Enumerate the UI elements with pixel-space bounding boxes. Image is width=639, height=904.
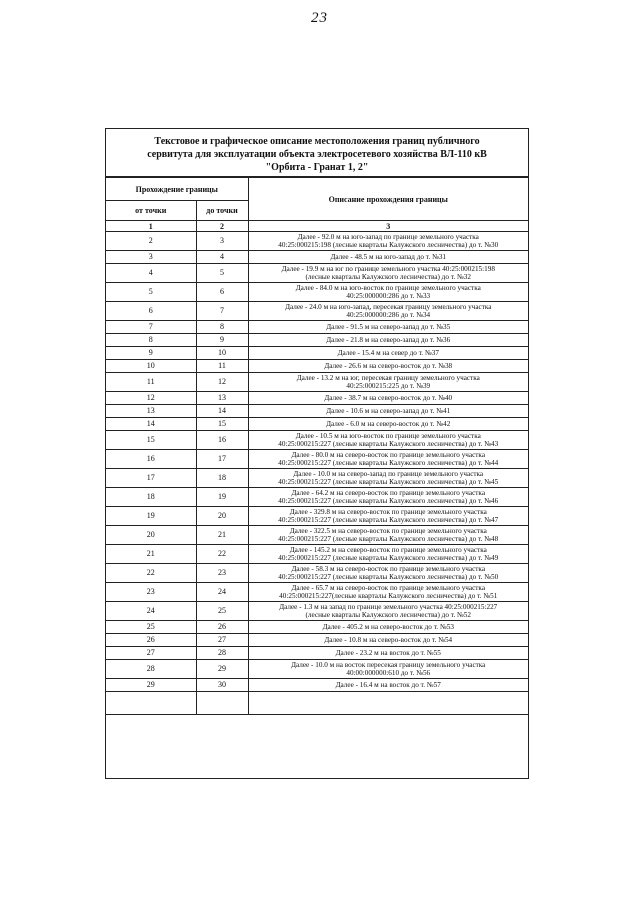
- boundary-description: [248, 373, 528, 392]
- header-boundary: Прохождение границы: [106, 178, 248, 201]
- table-row: [106, 431, 528, 450]
- description-line: Далее - 26.6 м на северо-восток до т. №38: [324, 362, 453, 370]
- description-line: Далее - 92.0 м на юго-запад по границе земельного участка: [297, 233, 479, 241]
- to-point: 5: [196, 264, 248, 283]
- description-line: Далее - 48.5 м на юго-запад до т. №31: [330, 253, 447, 261]
- from-point: 17: [106, 469, 196, 488]
- to-point: 18: [196, 469, 248, 488]
- from-point: 15: [106, 431, 196, 450]
- from-point: 22: [106, 564, 196, 583]
- description-line: Далее - 91.5 м на северо-запад до т. №35: [326, 323, 451, 331]
- to-point: 14: [196, 405, 248, 418]
- boundary-description: [248, 450, 528, 469]
- table-row: [106, 526, 528, 545]
- to-point: 9: [196, 334, 248, 347]
- description-line: 40:25:000215:227 (лесные кварталы Калужского лесничества) до т. №44: [278, 459, 499, 467]
- boundary-table: [106, 177, 528, 715]
- description-line: (лесные кварталы Калужского лесничества) до т. №52: [305, 611, 471, 619]
- to-point: 22: [196, 545, 248, 564]
- to-point: 23: [196, 564, 248, 583]
- to-point: 8: [196, 321, 248, 334]
- boundary-description: [248, 488, 528, 507]
- to-point: 12: [196, 373, 248, 392]
- to-point: 11: [196, 360, 248, 373]
- table-row: [106, 545, 528, 564]
- description-line: Далее - 64.2 м на северо-восток по границе земельного участка: [291, 489, 486, 497]
- description-line: 40:25:000215:227 (лесные кварталы Калужского лесничества) до т. №50: [278, 573, 499, 581]
- to-point: 6: [196, 283, 248, 302]
- description-line: Далее - 1.3 м на запад по границе земельного участка 40:25:000215:227: [279, 603, 498, 611]
- boundary-description: [248, 283, 528, 302]
- boundary-description: [248, 526, 528, 545]
- boundary-description: [248, 507, 528, 526]
- column-number: 3: [248, 221, 528, 232]
- boundary-description: [248, 469, 528, 488]
- table-row: [106, 405, 528, 418]
- boundary-description: [248, 634, 528, 647]
- description-line: Далее - 10.8 м на северо-восток до т. №54: [324, 636, 453, 644]
- boundary-description: [248, 679, 528, 692]
- table-row: [106, 264, 528, 283]
- from-point: 7: [106, 321, 196, 334]
- to-point: 24: [196, 583, 248, 602]
- description-line: Далее - 145.2 м на северо-восток по границе земельного участка: [289, 546, 487, 554]
- description-line: 40:25:000215:227 (лесные кварталы Калужского лесничества) до т. №48: [278, 535, 499, 543]
- description-line: Далее - 329.8 м на северо-восток по границе земельного участка: [289, 508, 487, 516]
- from-point: 3: [106, 251, 196, 264]
- from-point: 12: [106, 392, 196, 405]
- from-point: 24: [106, 602, 196, 621]
- description-line: Далее - 10.5 м на юго-восток по границе земельного участка: [295, 432, 481, 440]
- table-row: [106, 583, 528, 602]
- from-point: 23: [106, 583, 196, 602]
- boundary-description: [248, 660, 528, 679]
- description-line: 40:25:000215:227(лесные кварталы Калужского лесничества) до т. №51: [279, 592, 498, 600]
- table-row: [106, 347, 528, 360]
- table-row: [106, 360, 528, 373]
- boundary-description: [248, 431, 528, 450]
- description-line: Далее - 10.0 м на восток пересекая границу земельного участка: [291, 661, 486, 669]
- boundary-description: [248, 321, 528, 334]
- description-line: Далее - 16.4 м на восток до т. №57: [335, 681, 441, 689]
- table-row: [106, 564, 528, 583]
- description-line: 40:25:000215:227 (лесные кварталы Калужского лесничества) до т. №43: [278, 440, 499, 448]
- title-line: Текстовое и графическое описание местоположения границ публичного: [154, 136, 480, 147]
- header-description: Описание прохождения границы: [248, 178, 528, 221]
- table-row: [106, 334, 528, 347]
- empty-row: [106, 692, 528, 715]
- boundary-description: [248, 647, 528, 660]
- from-point: 2: [106, 232, 196, 251]
- table-row: [106, 283, 528, 302]
- description-line: 40:25:000215:227 (лесные кварталы Калужского лесничества) до т. №49: [278, 554, 499, 562]
- table-row: [106, 450, 528, 469]
- from-point: 13: [106, 405, 196, 418]
- title-line: сервитута для эксплуатации объекта электросетевого хозяйства ВЛ-110 кВ: [147, 149, 487, 160]
- description-line: 40:25:000215:227 (лесные кварталы Калужского лесничества) до т. №47: [278, 516, 499, 524]
- description-line: Далее - 6.0 м на северо-восток до т. №42: [326, 420, 451, 428]
- to-point: 3: [196, 232, 248, 251]
- column-number: 2: [196, 221, 248, 232]
- description-line: 40:25:000000:286 до т. №33: [346, 292, 431, 300]
- description-line: Далее - 58.3 м на северо-восток по границе земельного участка: [291, 565, 486, 573]
- to-point: 21: [196, 526, 248, 545]
- table-row: [106, 418, 528, 431]
- description-line: Далее - 24.0 м на юго-запад, пересекая границу земельного участка: [285, 303, 492, 311]
- table-row: [106, 634, 528, 647]
- boundary-description: [248, 334, 528, 347]
- table-row: [106, 660, 528, 679]
- boundary-description: [248, 392, 528, 405]
- boundary-description: [248, 405, 528, 418]
- description-line: 40:25:000215:227 (лесные кварталы Калужского лесничества) до т. №46: [278, 497, 499, 505]
- to-point: 29: [196, 660, 248, 679]
- description-line: Далее - 10.6 м на северо-запад до т. №41: [326, 407, 451, 415]
- description-line: Далее - 405.2 м на северо-восток до т. №53: [322, 623, 454, 631]
- boundary-description: [248, 602, 528, 621]
- to-point: 17: [196, 450, 248, 469]
- description-line: 40:25:000000:286 до т. №34: [346, 311, 431, 319]
- table-body: [106, 232, 528, 692]
- description-line: Далее - 10.0 м на северо-запад по границе земельного участка: [293, 470, 484, 478]
- boundary-description: [248, 564, 528, 583]
- from-point: 20: [106, 526, 196, 545]
- from-point: 11: [106, 373, 196, 392]
- description-line: Далее - 19.9 м на юг по границе земельного участка 40:25:000215:198: [281, 265, 495, 273]
- to-point: 28: [196, 647, 248, 660]
- from-point: 28: [106, 660, 196, 679]
- boundary-description: [248, 545, 528, 564]
- to-point: 16: [196, 431, 248, 450]
- boundary-description: [248, 360, 528, 373]
- from-point: 21: [106, 545, 196, 564]
- to-point: 27: [196, 634, 248, 647]
- description-line: 40:25:000215:198 (лесные кварталы Калужского лесничества) до т. №30: [278, 241, 499, 249]
- table-row: [106, 488, 528, 507]
- to-point: 20: [196, 507, 248, 526]
- to-point: 19: [196, 488, 248, 507]
- from-point: 27: [106, 647, 196, 660]
- from-point: 5: [106, 283, 196, 302]
- header-from: от точки: [106, 201, 196, 221]
- from-point: 16: [106, 450, 196, 469]
- from-point: 18: [106, 488, 196, 507]
- page-number: 23: [311, 10, 328, 26]
- table-row: [106, 621, 528, 634]
- table-row: [106, 679, 528, 692]
- table-row: [106, 507, 528, 526]
- table-row: [106, 321, 528, 334]
- to-point: 25: [196, 602, 248, 621]
- from-point: 19: [106, 507, 196, 526]
- from-point: 6: [106, 302, 196, 321]
- servitude-description-table: [105, 128, 529, 779]
- to-point: 26: [196, 621, 248, 634]
- to-point: 15: [196, 418, 248, 431]
- table-row: [106, 392, 528, 405]
- from-point: 25: [106, 621, 196, 634]
- description-line: 40:00:000000:610 до т. №56: [346, 669, 431, 677]
- boundary-description: [248, 347, 528, 360]
- table-row: [106, 232, 528, 251]
- description-line: Далее - 21.8 м на северо-запад до т. №36: [326, 336, 451, 344]
- description-line: (лесные кварталы Калужского лесничества) до т. №32: [305, 273, 471, 281]
- to-point: 13: [196, 392, 248, 405]
- table-row: [106, 251, 528, 264]
- from-point: 26: [106, 634, 196, 647]
- description-line: Далее - 13.2 м на юг, пересекая границу земельного участка: [296, 374, 480, 382]
- from-point: 10: [106, 360, 196, 373]
- table-row: [106, 302, 528, 321]
- description-line: Далее - 15.4 м на север до т. №37: [337, 349, 439, 357]
- description-line: Далее - 38.7 м на северо-восток до т. №40: [324, 394, 453, 402]
- from-point: 14: [106, 418, 196, 431]
- description-line: Далее - 84.0 м на юго-восток по границе земельного участка: [295, 284, 481, 292]
- description-line: 40:25:000215:227 (лесные кварталы Калужского лесничества) до т. №45: [278, 478, 499, 486]
- description-line: Далее - 322.5 м на северо-восток по границе земельного участка: [289, 527, 487, 535]
- table-title: [106, 129, 528, 177]
- from-point: 9: [106, 347, 196, 360]
- description-line: Далее - 80.0 м на северо-восток по границе земельного участка: [291, 451, 486, 459]
- description-line: Далее - 65.7 м на северо-восток по границе земельного участка: [291, 584, 486, 592]
- boundary-description: [248, 418, 528, 431]
- table-row: [106, 373, 528, 392]
- description-line: 40:25:000215:225 до т. №39: [346, 382, 431, 390]
- to-point: 7: [196, 302, 248, 321]
- from-point: 8: [106, 334, 196, 347]
- table-row: [106, 602, 528, 621]
- from-point: 29: [106, 679, 196, 692]
- title-line: "Орбита - Гранат 1, 2": [265, 162, 369, 173]
- boundary-description: [248, 302, 528, 321]
- boundary-description: [248, 583, 528, 602]
- header-to: до точки: [196, 201, 248, 221]
- boundary-description: [248, 264, 528, 283]
- boundary-description: [248, 232, 528, 251]
- table-row: [106, 647, 528, 660]
- table-row: [106, 469, 528, 488]
- to-point: 30: [196, 679, 248, 692]
- to-point: 4: [196, 251, 248, 264]
- boundary-description: [248, 251, 528, 264]
- from-point: 4: [106, 264, 196, 283]
- description-line: Далее - 23.2 м на восток до т. №55: [335, 649, 441, 657]
- boundary-description: [248, 621, 528, 634]
- to-point: 10: [196, 347, 248, 360]
- column-number: 1: [106, 221, 196, 232]
